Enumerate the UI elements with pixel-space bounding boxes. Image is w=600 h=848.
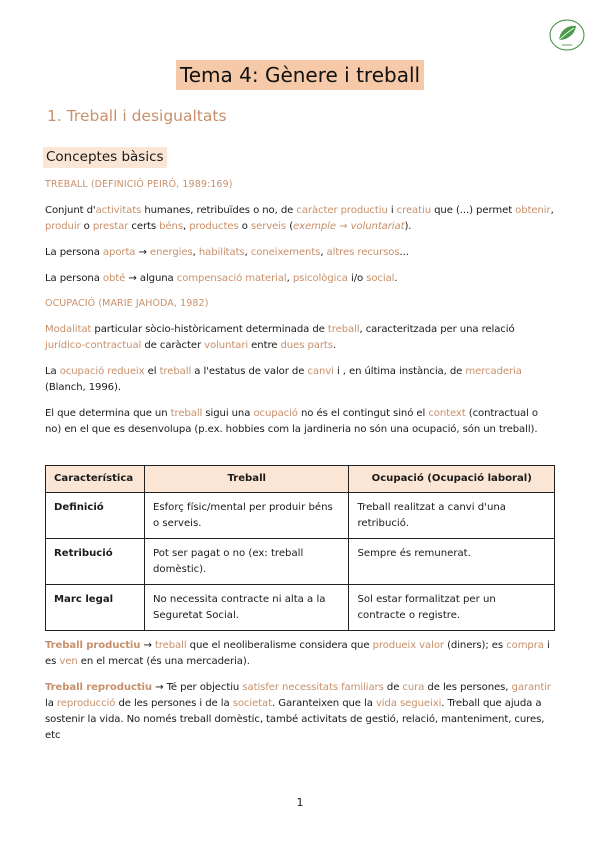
leaf-seal-icon [548, 18, 586, 52]
table-row [46, 585, 555, 631]
definition-source-ocupacio: OCUPACIÓ (MARIE JAHODA, 1982) [45, 298, 209, 309]
table-cell: Pot ser pagat o no (ex: treball domèstic). [144, 539, 349, 585]
subheading: Conceptes bàsics [43, 147, 167, 168]
page-number: 1 [296, 796, 304, 809]
comparison-table [45, 465, 555, 631]
section-heading: 1. Treball i desigualtats [47, 107, 227, 125]
table-header: Treball [144, 466, 349, 493]
table-header-row [46, 466, 555, 493]
paragraph-treball-productiu: Treball productiu → treball que el neoliberalisme considera que produeix valor (diners); es compra i es ven en el mercat (és una mercaderia). [45, 640, 550, 667]
table-cell: Treball realitzat a canvi d'una retribució. [349, 493, 555, 539]
table-cell: Marc legal [46, 585, 145, 631]
table-cell: Sol estar formalitzat per un contracte o registre. [349, 585, 555, 631]
table-cell: Retribució [46, 539, 145, 585]
paragraph-treball-definition: Conjunt d'activitats humanes, retribuïdes o no, de caràcter productiu i creatiu que (...) permet obtenir, produir o prestar certs béns, productes o serveis (exemple → voluntariat). [45, 205, 554, 232]
table-cell: Definició [46, 493, 145, 539]
table-header: Ocupació (Ocupació laboral) [349, 466, 555, 493]
table-row [46, 493, 555, 539]
paragraph-obte: La persona obté → alguna compensació material, psicològica i/o social. [45, 273, 398, 284]
paragraph-treball-reproductiu: Treball reproductiu → Té per objectiu satisfer necessitats familiars de cura de les persones, garantir la reproducció de les persones i de la societat. Garanteixen que la vida segueixi. Treball que ajuda a sostenir la vida. No només treball domèstic, també activitats de gestió, relació, manteniment, cures, etc [45, 682, 551, 741]
definition-source-treball: TREBALL (DEFINICIÓ PEIRÓ, 1989:169) [45, 179, 233, 190]
paragraph-ocupacio-definition: Modalitat particular sòcio-històricament determinada de treball, caracteritzada per una relació jurídico-contractual de caràcter voluntari entre dues parts. [45, 324, 515, 351]
table-cell: Sempre és remunerat. [349, 539, 555, 585]
page-title: Tema 4: Gènere i treball [176, 60, 424, 90]
table-header: Característica [46, 466, 145, 493]
table-cell: No necessita contracte ni alta a la Seguretat Social. [144, 585, 349, 631]
table-cell: Esforç físic/mental per produir béns o serveis. [144, 493, 349, 539]
paragraph-aporta: La persona aporta → energies, habilitats, coneixements, altres recursos... [45, 247, 409, 258]
table-row [46, 539, 555, 585]
paragraph-redueix: La ocupació redueix el treball a l'estatus de valor de canvi i , en última instància, de mercaderia (Blanch, 1996). [45, 366, 522, 393]
paragraph-context: El que determina que un treball sigui una ocupació no és el contingut sinó el context (contractual o no) en el que es desenvolupa (p.ex. hobbies com la jardineria no són una ocupació, són un treball). [45, 408, 538, 435]
